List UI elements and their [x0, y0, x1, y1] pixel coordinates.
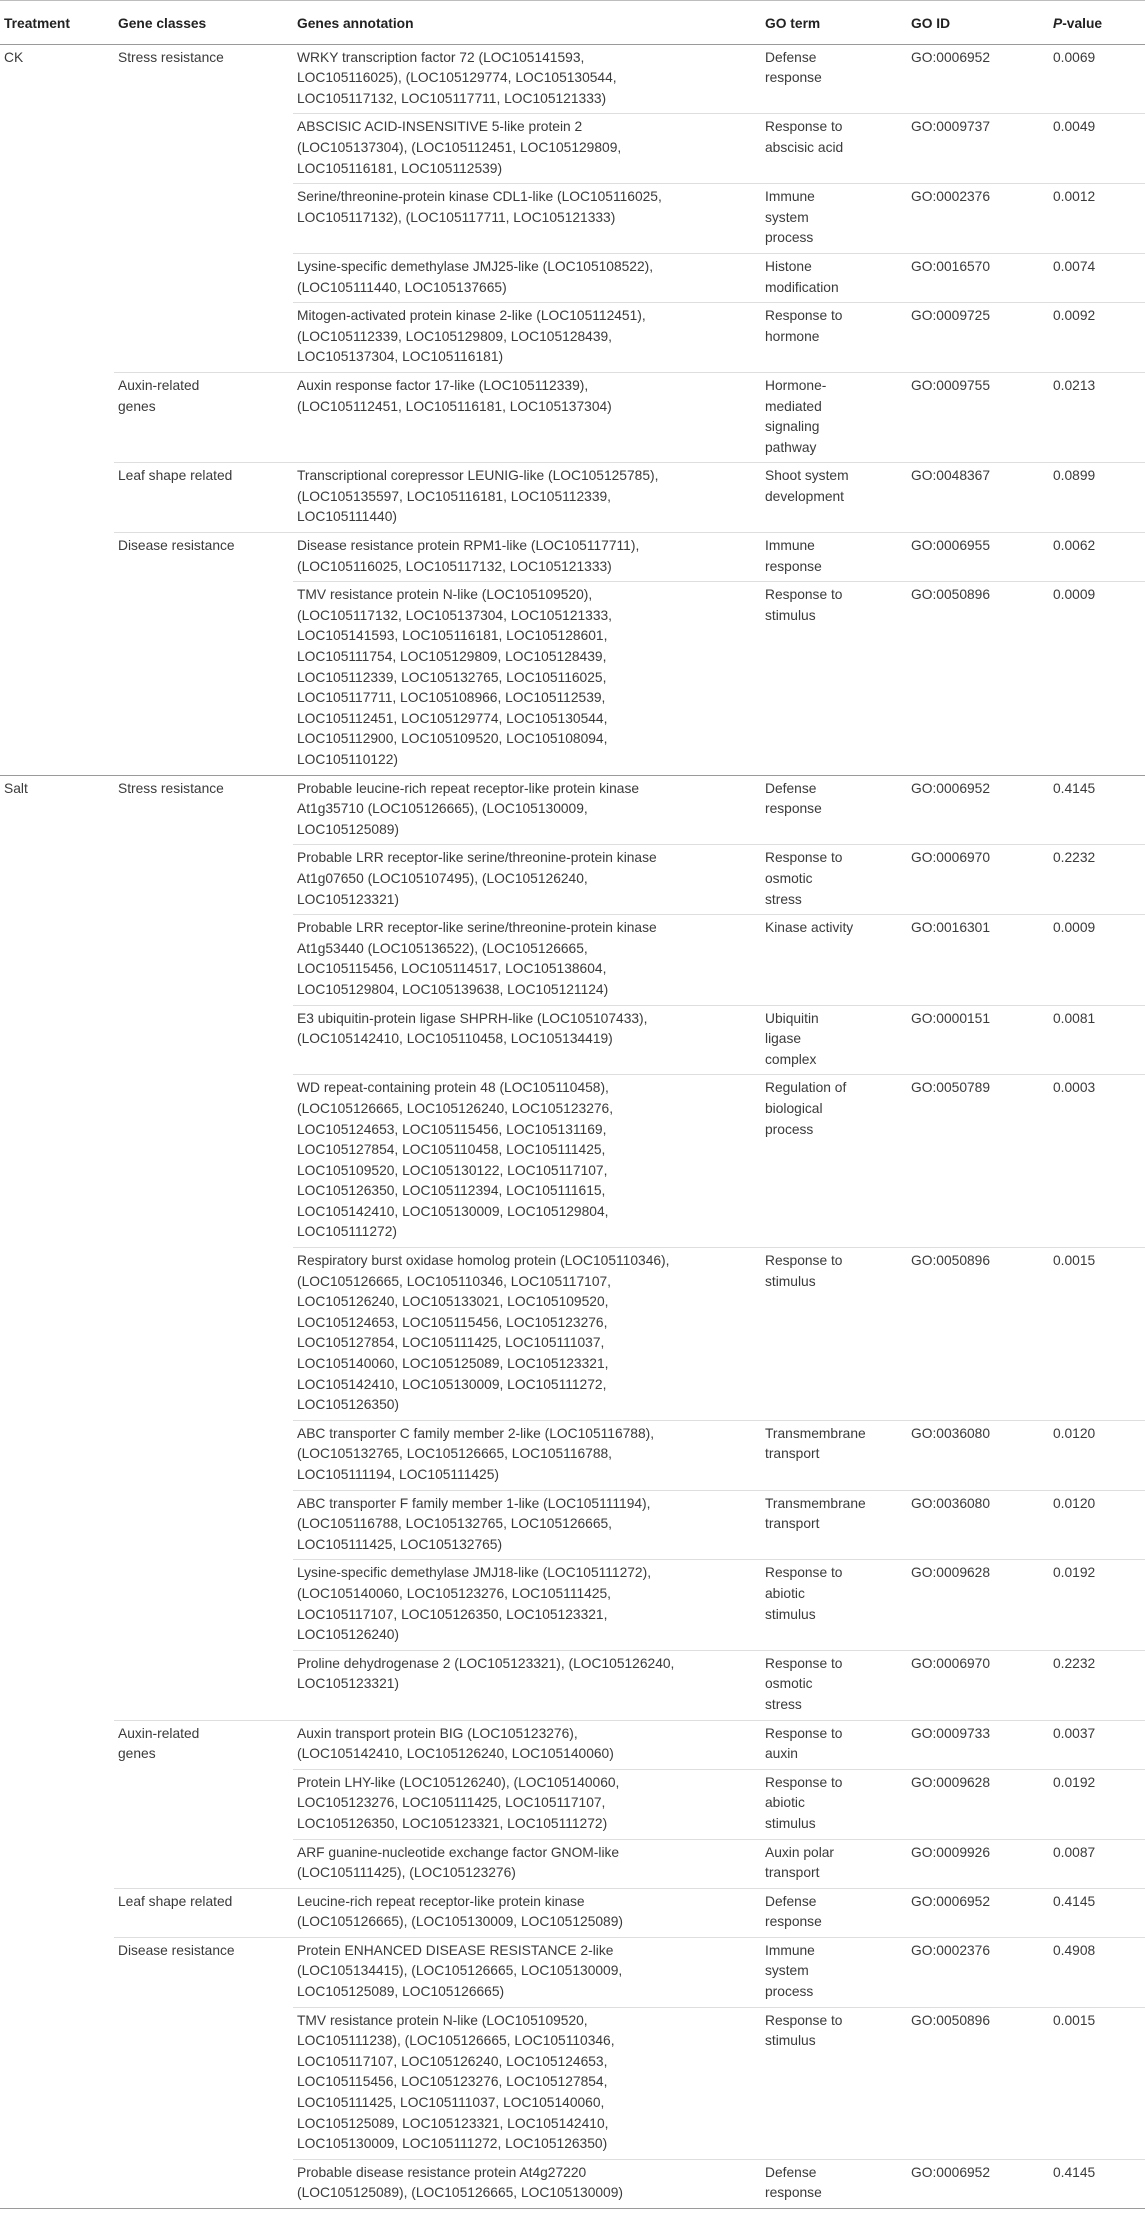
table-row	[0, 463, 1145, 533]
gene-class-cell	[114, 1248, 293, 1421]
p-value-cell: 0.0213	[1049, 372, 1145, 462]
go-id-cell: GO:0016570	[907, 253, 1049, 302]
genes-annotation-cell: Auxin transport protein BIG (LOC105123276), (LOC105142410, LOC105126240, LOC105140060)	[293, 1720, 761, 1769]
go-term-cell: Defense response	[761, 2159, 907, 2208]
p-value-cell: 0.0069	[1049, 44, 1145, 114]
go-term-cell: Transmembrane transport	[761, 1490, 907, 1560]
table-row	[0, 1248, 1145, 1421]
p-value-cell: 0.0081	[1049, 1005, 1145, 1075]
go-term-cell: Response to abiotic stimulus	[761, 1560, 907, 1650]
treatment-cell	[0, 1839, 114, 1888]
table-row	[0, 775, 1145, 845]
gene-class-cell	[114, 1839, 293, 1888]
header-treatment: Treatment	[0, 1, 114, 45]
genes-annotation-cell: Protein ENHANCED DISEASE RESISTANCE 2-like (LOC105134415), (LOC105126665, LOC105130009, LOC105125089, LOC105126665)	[293, 1937, 761, 2007]
treatment-cell: CK	[4, 49, 24, 65]
gene-class-cell: Leaf shape related	[114, 463, 293, 533]
go-term-cell: Defense response	[761, 775, 907, 845]
genes-annotation-cell: Transcriptional corepressor LEUNIG-like (LOC105125785), (LOC105135597, LOC105116181, LOC105112339, LOC105111440)	[293, 463, 761, 533]
table-row	[0, 1005, 1145, 1075]
header-row	[0, 1, 1145, 45]
p-value-cell: 0.4908	[1049, 1937, 1145, 2007]
genes-annotation-cell: Disease resistance protein RPM1-like (LOC105117711), (LOC105116025, LOC105117132, LOC105121333)	[293, 533, 761, 582]
gene-class-cell	[114, 253, 293, 302]
gene-class-cell	[114, 2007, 293, 2159]
header-gene-classes: Gene classes	[114, 1, 293, 45]
table-row	[0, 2007, 1145, 2159]
table-row	[0, 582, 1145, 775]
go-term-cell: Auxin polar transport	[761, 1839, 907, 1888]
go-term-cell: Response to abscisic acid	[761, 114, 907, 184]
treatment-cell	[0, 1560, 114, 1650]
genes-annotation-cell: TMV resistance protein N-like (LOC105109520), (LOC105117132, LOC105137304, LOC105121333, LOC105141593, LOC105116181, LOC105128601, LOC105111754, LOC105129809, LOC105128439, LOC105112339, LOC105132765, LOC105116025, LOC105117711, LOC105108966, LOC105112539, LOC105112451, LOC105129774, LOC105130544, LOC105112900, LOC105109520, LOC105108094, LOC105110122)	[293, 582, 761, 775]
p-value-cell: 0.0062	[1049, 533, 1145, 582]
go-id-cell: GO:0048367	[907, 463, 1049, 533]
gene-class-cell: Stress resistance	[118, 780, 224, 796]
go-id-cell: GO:0009737	[907, 114, 1049, 184]
table-row	[0, 533, 1145, 582]
table-row	[0, 1937, 1145, 2007]
table-row	[0, 114, 1145, 184]
table-row	[0, 303, 1145, 373]
p-value-cell: 0.0074	[1049, 253, 1145, 302]
gene-class-cell	[114, 303, 293, 373]
p-value-cell: 0.4145	[1049, 2159, 1145, 2208]
go-term-cell: Regulation of biological process	[761, 1075, 907, 1248]
table-body	[0, 44, 1145, 2208]
p-value-cell: 0.2232	[1049, 1650, 1145, 1720]
go-id-cell: GO:0050896	[907, 2007, 1049, 2159]
gene-class-cell: Stress resistance	[118, 49, 224, 65]
go-id-cell: GO:0006952	[907, 1888, 1049, 1937]
treatment-cell	[0, 1720, 114, 1769]
header-p-italic: P	[1053, 16, 1063, 31]
go-id-cell: GO:0006970	[907, 1650, 1049, 1720]
go-term-cell: Response to stimulus	[761, 582, 907, 775]
genes-annotation-cell: Lysine-specific demethylase JMJ18-like (LOC105111272), (LOC105140060, LOC105123276, LOC105111425, LOC105117107, LOC105126350, LOC105123321, LOC105126240)	[293, 1560, 761, 1650]
treatment-cell	[0, 1490, 114, 1560]
treatment-cell	[0, 1937, 114, 2007]
go-term-cell: Hormone- mediated signaling pathway	[761, 372, 907, 462]
p-value-cell: 0.4145	[1049, 775, 1145, 845]
header-genes-annotation: Genes annotation	[293, 1, 761, 45]
genes-annotation-cell: Probable LRR receptor-like serine/threonine-protein kinase At1g53440 (LOC105136522), (LOC105126665, LOC105115456, LOC105114517, LOC105138604, LOC105129804, LOC105139638, LOC105121124)	[293, 915, 761, 1005]
p-value-cell: 0.0120	[1049, 1490, 1145, 1560]
p-value-cell: 0.0015	[1049, 1248, 1145, 1421]
treatment-cell	[0, 1248, 114, 1421]
genes-annotation-cell: Respiratory burst oxidase homolog protein (LOC105110346), (LOC105126665, LOC105110346, LOC105117107, LOC105126240, LOC105133021, LOC105109520, LOC105124653, LOC105115456, LOC105123276, LOC105127854, LOC105111425, LOC105111037, LOC105140060, LOC105125089, LOC105123321, LOC105142410, LOC105130009, LOC105111272, LOC105126350)	[293, 1248, 761, 1421]
go-term-cell: Ubiquitin ligase complex	[761, 1005, 907, 1075]
go-term-cell: Response to osmotic stress	[761, 1650, 907, 1720]
treatment-cell	[0, 845, 114, 915]
gene-class-cell	[114, 1420, 293, 1490]
treatment-cell	[0, 372, 114, 462]
go-id-cell: GO:0009733	[907, 1720, 1049, 1769]
header-go-term: GO term	[761, 1, 907, 45]
genes-annotation-cell: ABC transporter C family member 2-like (LOC105116788), (LOC105132765, LOC105126665, LOC105116788, LOC105111194, LOC105111425)	[293, 1420, 761, 1490]
p-value-cell: 0.0037	[1049, 1720, 1145, 1769]
go-id-cell: GO:0009628	[907, 1769, 1049, 1839]
go-id-cell: GO:0016301	[907, 915, 1049, 1005]
go-id-cell: GO:0009755	[907, 372, 1049, 462]
genes-annotation-cell: WD repeat-containing protein 48 (LOC105110458), (LOC105126665, LOC105126240, LOC105123276, LOC105124653, LOC105115456, LOC105131169, LOC105127854, LOC105110458, LOC105111425, LOC105109520, LOC105130122, LOC105117107, LOC105126350, LOC105112394, LOC105111615, LOC105142410, LOC105130009, LOC105129804, LOC105111272)	[293, 1075, 761, 1248]
gene-class-cell: Auxin-related genes	[114, 372, 293, 462]
treatment-cell	[0, 253, 114, 302]
table-row	[0, 1720, 1145, 1769]
gene-class-cell	[114, 2159, 293, 2208]
gene-class-cell	[114, 1560, 293, 1650]
gene-class-cell	[114, 114, 293, 184]
go-term-cell: Response to abiotic stimulus	[761, 1769, 907, 1839]
go-id-cell: GO:0036080	[907, 1490, 1049, 1560]
gene-class-cell	[114, 845, 293, 915]
go-id-cell: GO:0002376	[907, 1937, 1049, 2007]
gene-class-cell	[114, 1650, 293, 1720]
go-id-cell: GO:0000151	[907, 1005, 1049, 1075]
treatment-cell: Salt	[4, 780, 28, 796]
p-value-cell: 0.0192	[1049, 1769, 1145, 1839]
gene-class-cell	[114, 582, 293, 775]
p-value-cell: 0.0092	[1049, 303, 1145, 373]
table-row	[0, 372, 1145, 462]
genes-annotation-cell: Auxin response factor 17-like (LOC105112339), (LOC105112451, LOC105116181, LOC105137304)	[293, 372, 761, 462]
treatment-cell	[0, 114, 114, 184]
genes-annotation-cell: E3 ubiquitin-protein ligase SHPRH-like (LOC105107433), (LOC105142410, LOC105110458, LOC105134419)	[293, 1005, 761, 1075]
go-id-cell: GO:0006952	[907, 44, 1049, 114]
genes-annotation-cell: Leucine-rich repeat receptor-like protein kinase (LOC105126665), (LOC105130009, LOC105125089)	[293, 1888, 761, 1937]
treatment-cell	[0, 582, 114, 775]
gene-class-cell	[114, 1490, 293, 1560]
p-value-cell: 0.2232	[1049, 845, 1145, 915]
p-value-cell: 0.0192	[1049, 1560, 1145, 1650]
gene-class-cell	[114, 1769, 293, 1839]
header-p-suffix: -value	[1062, 16, 1103, 31]
go-term-cell: Immune system process	[761, 184, 907, 254]
treatment-cell	[0, 184, 114, 254]
go-term-cell: Kinase activity	[761, 915, 907, 1005]
treatment-cell	[0, 1769, 114, 1839]
genes-annotation-cell: WRKY transcription factor 72 (LOC105141593, LOC105116025), (LOC105129774, LOC105130544, LOC105117132, LOC105117711, LOC105121333)	[293, 44, 761, 114]
table-row	[0, 44, 1145, 114]
gene-class-cell: Leaf shape related	[114, 1888, 293, 1937]
go-term-cell: Histone modification	[761, 253, 907, 302]
genes-annotation-cell: ABSCISIC ACID-INSENSITIVE 5-like protein 2 (LOC105137304), (LOC105112451, LOC105129809, LOC105116181, LOC105112539)	[293, 114, 761, 184]
table-row	[0, 1420, 1145, 1490]
go-term-cell: Transmembrane transport	[761, 1420, 907, 1490]
go-id-cell: GO:0036080	[907, 1420, 1049, 1490]
go-id-cell: GO:0009926	[907, 1839, 1049, 1888]
header-go-id: GO ID	[907, 1, 1049, 45]
gene-class-cell: Disease resistance	[118, 538, 235, 554]
go-id-cell: GO:0050789	[907, 1075, 1049, 1248]
treatment-cell	[0, 1888, 114, 1937]
go-id-cell: GO:0050896	[907, 1248, 1049, 1421]
go-id-cell: GO:0050896	[907, 582, 1049, 775]
genes-annotation-cell: ABC transporter F family member 1-like (LOC105111194), (LOC105116788, LOC105132765, LOC105126665, LOC105111425, LOC105132765)	[293, 1490, 761, 1560]
gene-class-cell	[114, 1075, 293, 1248]
table-row	[0, 1650, 1145, 1720]
genes-annotation-cell: ARF guanine-nucleotide exchange factor GNOM-like (LOC105111425), (LOC105123276)	[293, 1839, 761, 1888]
go-id-cell: GO:0002376	[907, 184, 1049, 254]
go-term-cell: Defense response	[761, 44, 907, 114]
genes-annotation-cell: Mitogen-activated protein kinase 2-like (LOC105112451), (LOC105112339, LOC105129809, LOC105128439, LOC105137304, LOC105116181)	[293, 303, 761, 373]
genes-annotation-cell: TMV resistance protein N-like (LOC105109520, LOC105111238), (LOC105126665, LOC105110346, LOC105117107, LOC105126240, LOC105124653, LOC105115456, LOC105123276, LOC105127854, LOC105111425, LOC105111037, LOC105140060, LOC105125089, LOC105123321, LOC105142410, LOC105130009, LOC105111272, LOC105126350)	[293, 2007, 761, 2159]
go-id-cell: GO:0009628	[907, 1560, 1049, 1650]
p-value-cell: 0.0049	[1049, 114, 1145, 184]
genes-annotation-cell: Probable leucine-rich repeat receptor-like protein kinase At1g35710 (LOC105126665), (LOC105130009, LOC105125089)	[293, 775, 761, 845]
go-term-cell: Response to hormone	[761, 303, 907, 373]
treatment-cell	[0, 1650, 114, 1720]
treatment-cell	[0, 915, 114, 1005]
treatment-cell	[0, 1420, 114, 1490]
treatment-cell	[0, 2007, 114, 2159]
p-value-cell: 0.0120	[1049, 1420, 1145, 1490]
p-value-cell: 0.0015	[1049, 2007, 1145, 2159]
p-value-cell: 0.0003	[1049, 1075, 1145, 1248]
go-term-cell: Response to stimulus	[761, 1248, 907, 1421]
go-id-cell: GO:0006970	[907, 845, 1049, 915]
treatment-cell	[0, 1005, 114, 1075]
go-id-cell: GO:0009725	[907, 303, 1049, 373]
go-id-cell: GO:0006952	[907, 775, 1049, 845]
p-value-cell: 0.0899	[1049, 463, 1145, 533]
genes-annotation-cell: Lysine-specific demethylase JMJ25-like (LOC105108522), (LOC105111440, LOC105137665)	[293, 253, 761, 302]
table-row	[0, 253, 1145, 302]
gene-class-cell: Disease resistance	[118, 1942, 235, 1958]
genes-annotation-cell: Proline dehydrogenase 2 (LOC105123321), (LOC105126240, LOC105123321)	[293, 1650, 761, 1720]
p-value-cell: 0.0087	[1049, 1839, 1145, 1888]
p-value-cell: 0.0012	[1049, 184, 1145, 254]
table-row	[0, 1075, 1145, 1248]
treatment-cell	[0, 2159, 114, 2208]
gene-class-cell	[114, 915, 293, 1005]
table-row	[0, 2159, 1145, 2208]
go-term-cell: Defense response	[761, 1888, 907, 1937]
table-row	[0, 1560, 1145, 1650]
go-id-cell: GO:0006955	[907, 533, 1049, 582]
treatment-cell	[0, 1075, 114, 1248]
treatment-cell	[0, 303, 114, 373]
p-value-cell: 0.0009	[1049, 915, 1145, 1005]
go-term-cell: Immune response	[761, 533, 907, 582]
table-row	[0, 1888, 1145, 1937]
p-value-cell: 0.4145	[1049, 1888, 1145, 1937]
table-row	[0, 845, 1145, 915]
p-value-cell: 0.0009	[1049, 582, 1145, 775]
go-term-cell: Shoot system development	[761, 463, 907, 533]
table-row	[0, 1490, 1145, 1560]
table-row	[0, 1839, 1145, 1888]
gene-class-cell	[114, 184, 293, 254]
header-p-value	[1049, 1, 1145, 45]
table-row	[0, 915, 1145, 1005]
table-row	[0, 1769, 1145, 1839]
gene-class-cell: Auxin-related genes	[118, 1725, 200, 1762]
go-term-cell: Response to osmotic stress	[761, 845, 907, 915]
treatment-cell	[0, 533, 114, 582]
go-term-cell: Response to stimulus	[761, 2007, 907, 2159]
genes-annotation-cell: Serine/threonine-protein kinase CDL1-like (LOC105116025, LOC105117132), (LOC105117711, LOC105121333)	[293, 184, 761, 254]
go-term-cell: Response to auxin	[761, 1720, 907, 1769]
genes-annotation-cell: Protein LHY-like (LOC105126240), (LOC105140060, LOC105123276, LOC105111425, LOC105117107, LOC105126350, LOC105123321, LOC105111272)	[293, 1769, 761, 1839]
go-id-cell: GO:0006952	[907, 2159, 1049, 2208]
genes-annotation-cell: Probable LRR receptor-like serine/threonine-protein kinase At1g07650 (LOC105107495), (LOC105126240, LOC105123321)	[293, 845, 761, 915]
genes-annotation-cell: Probable disease resistance protein At4g27220 (LOC105125089), (LOC105126665, LOC105130009)	[293, 2159, 761, 2208]
go-term-cell: Immune system process	[761, 1937, 907, 2007]
gene-class-cell	[114, 1005, 293, 1075]
table-row	[0, 184, 1145, 254]
treatment-cell	[0, 463, 114, 533]
